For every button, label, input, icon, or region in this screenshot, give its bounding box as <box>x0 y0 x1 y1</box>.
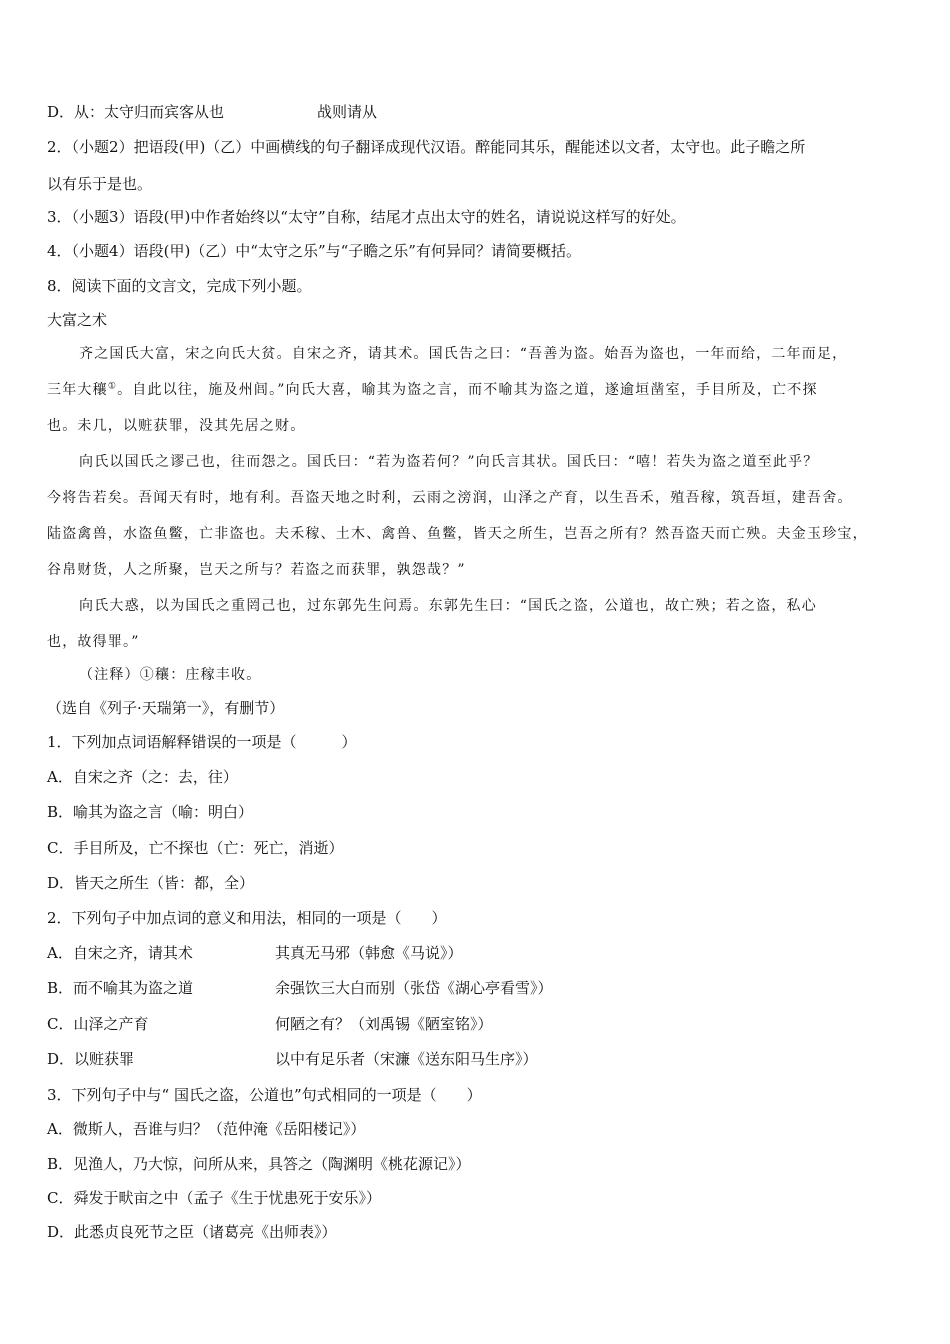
question-8-heading: 8．阅读下面的文言文，完成下列小题。 <box>47 277 312 295</box>
passage-p2-line3: 陆盗禽兽，水盗鱼鳖，亡非盗也。夫禾稼、土木、禽兽、鱼鳖，皆天之所生，岂吾之所有？然吾盗天而亡殃。夫金玉珍宝， <box>47 526 868 542</box>
option-d-part2: 战则请从 <box>317 103 378 121</box>
question-2-option-a <box>47 943 907 963</box>
subquestion-2-line1: 2．（小题2）把语段(甲)（乙）中画横线的句子翻译成现代汉语。醉能同其乐，醒能述以文者，太守也。此子瞻之所 <box>47 138 806 156</box>
footnote-marker: ① <box>107 381 118 392</box>
passage-p1-line2 <box>47 380 907 400</box>
p1-line2-rest: 。自此以往，施及州闾。”向氏大喜，喻其为盗之言，而不喻其为盗之道，遂逾垣凿室，手目所及，亡不探 <box>117 382 818 398</box>
question-2: 2．下列句子中加点词的意义和用法，相同的一项是（ ） <box>47 909 447 927</box>
question-1-option-c: C．手目所及，亡不探也（亡：死亡，消逝） <box>47 839 344 857</box>
passage-p2-line2: 今将告若矣。吾闻天有时，地有利。吾盗天地之时利，云雨之滂润，山泽之产育，以生吾禾，殖吾稼，筑吾垣，建吾舍。 <box>47 490 853 506</box>
question-3-option-a: A．微斯人，吾谁与归？（范仲淹《岳阳楼记》） <box>47 1120 366 1138</box>
q2-a-left: A．自宋之齐，请其术 <box>47 944 193 962</box>
q2-b-left: B．而不喻其为盗之道 <box>47 979 194 997</box>
passage-title: 大富之术 <box>47 311 108 329</box>
q2-c-left: C．山泽之产育 <box>47 1015 149 1033</box>
passage-source: （选自《列子·天瑞第一》，有删节） <box>47 699 285 717</box>
question-1-option-b: B．喻其为盗之言（喻：明白） <box>47 803 254 821</box>
question-2-option-d <box>47 1049 907 1069</box>
question-3-option-b: B．见渔人，乃大惊，问所从来，具答之（陶渊明《桃花源记》） <box>47 1155 471 1173</box>
annotation-note: （注释）①穰：庄稼丰收。 <box>79 667 262 683</box>
passage-p2-line4: 谷帛财货，人之所聚，岂天之所与？若盗之而获罪，孰怨哉？” <box>47 562 466 578</box>
q2-c-right: 何陋之有？（刘禹锡《陋室铭》） <box>275 1015 493 1033</box>
q2-a-right: 其真无马邪（韩愈《马说》） <box>275 944 463 962</box>
passage-p3-line1: 向氏大惑，以为国氏之重罔己也，过东郭先生问焉。东郭先生曰：“国氏之盗，公道也，故亡殃；若之盗，私心 <box>79 598 817 614</box>
prev-question-option-d <box>47 102 907 122</box>
passage-p2-line1: 向氏以国氏之谬己也，往而怨之。国氏曰：“若为盗若何？”向氏言其状。国氏曰：“嘻！若失为盗之道至此乎？ <box>79 454 819 470</box>
passage-p1-line1: 齐之国氏大富，宋之向氏大贫。自宋之齐，请其术。国氏告之曰：“吾善为盗。始吾为盗也，一年而给，二年而足， <box>79 346 848 362</box>
question-3-option-d: D．此悉贞良死节之臣（诸葛亮《出师表》） <box>47 1223 337 1241</box>
q2-d-right: 以中有足乐者（宋濂《送东阳马生序》） <box>275 1050 538 1068</box>
passage-p1-line3: 也。未几，以赃获罪，没其先居之财。 <box>47 418 306 434</box>
subquestion-2-line2: 以有乐于是也。 <box>47 175 153 193</box>
question-2-option-c <box>47 1014 907 1034</box>
question-1-option-d: D．皆天之所生（皆：都，全） <box>47 874 255 892</box>
p1-line2-start: 三年大穰 <box>47 382 108 398</box>
question-3-option-c: C．舜发于畎亩之中（孟子《生于忧患死于安乐》） <box>47 1189 381 1207</box>
q2-b-right: 余强饮三大白而别（张岱《湖心亭看雪》） <box>275 979 553 997</box>
option-d-part1: D．从：太守归而宾客从也 <box>47 103 225 121</box>
q2-d-left: D．以赃获罪 <box>47 1050 135 1068</box>
question-3: 3．下列句子中与“ 国氏之盗，公道也”句式相同的一项是（ ） <box>47 1086 482 1104</box>
subquestion-4: 4．（小题4）语段(甲)（乙）中“太守之乐”与“子瞻之乐”有何异同？请简要概括。 <box>47 242 581 260</box>
subquestion-3: 3．（小题3）语段(甲)中作者始终以“太守”自称，结尾才点出太守的姓名，请说说这样写的好处。 <box>47 208 686 226</box>
passage-p3-line2: 也，故得罪。” <box>47 634 140 650</box>
question-2-option-b <box>47 978 907 998</box>
question-1-option-a: A．自宋之齐（之：去，往） <box>47 768 238 786</box>
question-1: 1．下列加点词语解释错误的一项是（ ） <box>47 733 357 751</box>
